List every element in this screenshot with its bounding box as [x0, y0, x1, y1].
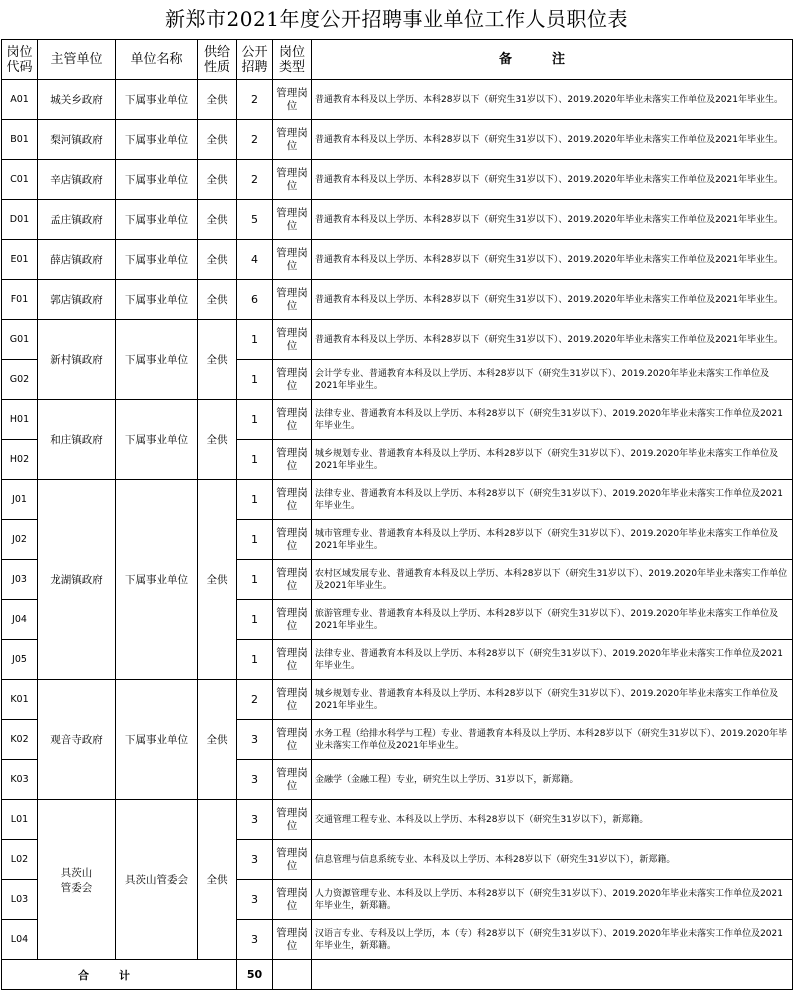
header-funding: 供给 性质: [198, 40, 237, 80]
unit-name-cell: 下属事业单位: [116, 200, 198, 240]
remarks-cell: 普通教育本科及以上学历、本科28岁以下（研究生31岁以下）、2019.2020年毕业未落实工作单位及2021年毕业生。: [312, 320, 793, 360]
remarks-cell: 城乡规划专业、普通教育本科及以上学历、本科28岁以下（研究生31岁以下）、2019.2020年毕业未落实工作单位及2021年毕业生。: [312, 440, 793, 480]
position-type: 管理岗位: [273, 760, 312, 800]
remarks-cell: 法律专业、普通教育本科及以上学历、本科28岁以下（研究生31岁以下）、2019.2020年毕业未落实工作单位及2021年毕业生。: [312, 400, 793, 440]
recruit-count: 1: [237, 360, 273, 400]
position-code: A01: [2, 80, 38, 120]
recruit-count: 1: [237, 640, 273, 680]
recruit-count: 3: [237, 720, 273, 760]
position-code: K02: [2, 720, 38, 760]
recruit-count: 2: [237, 80, 273, 120]
unit-name-cell: 下属事业单位: [116, 680, 198, 800]
unit-name-cell: 下属事业单位: [116, 120, 198, 160]
remarks-cell: 会计学专业、普通教育本科及以上学历、本科28岁以下（研究生31岁以下）、2019.2020年毕业未落实工作单位及2021年毕业生。: [312, 360, 793, 400]
table-row: [2, 680, 793, 720]
position-type: 管理岗位: [273, 160, 312, 200]
funding-cell: 全供: [198, 680, 237, 800]
position-code: J01: [2, 480, 38, 520]
table-row: [2, 120, 793, 160]
position-type: 管理岗位: [273, 720, 312, 760]
remarks-cell: 普通教育本科及以上学历、本科28岁以下（研究生31岁以下）、2019.2020年毕业未落实工作单位及2021年毕业生。: [312, 120, 793, 160]
remarks-cell: 人力资源管理专业、本科及以上学历、本科28岁以下（研究生31岁以下）、2019.2020年毕业未落实工作单位及2021年毕业生，新郑籍。: [312, 880, 793, 920]
unit-name-cell: 下属事业单位: [116, 400, 198, 480]
position-code: C01: [2, 160, 38, 200]
recruit-count: 1: [237, 560, 273, 600]
dept-cell: 薛店镇政府: [38, 240, 116, 280]
remarks-cell: 信息管理与信息系统专业、本科及以上学历、本科28岁以下（研究生31岁以下），新郑籍。: [312, 840, 793, 880]
dept-cell: 龙湖镇政府: [38, 480, 116, 680]
recruit-count: 3: [237, 840, 273, 880]
position-type: 管理岗位: [273, 480, 312, 520]
dept-cell: 和庄镇政府: [38, 400, 116, 480]
position-type: 管理岗位: [273, 200, 312, 240]
funding-cell: 全供: [198, 280, 237, 320]
remarks-cell: 汉语言专业、专科及以上学历，本（专）科28岁以下（研究生31岁以下）、2019.2020年毕业未落实工作单位及2021年毕业生，新郑籍。: [312, 920, 793, 960]
unit-name-cell: 下属事业单位: [116, 320, 198, 400]
recruit-count: 1: [237, 520, 273, 560]
recruit-count: 2: [237, 160, 273, 200]
position-type: 管理岗位: [273, 920, 312, 960]
position-type: 管理岗位: [273, 880, 312, 920]
dept-cell: 新村镇政府: [38, 320, 116, 400]
recruit-count: 3: [237, 880, 273, 920]
funding-cell: 全供: [198, 480, 237, 680]
recruit-count: 3: [237, 920, 273, 960]
recruit-count: 1: [237, 440, 273, 480]
recruit-count: 3: [237, 760, 273, 800]
remarks-cell: 城乡规划专业、普通教育本科及以上学历、本科28岁以下（研究生31岁以下）、2019.2020年毕业未落实工作单位及2021年毕业生。: [312, 680, 793, 720]
position-type: 管理岗位: [273, 560, 312, 600]
dept-cell: 郭店镇政府: [38, 280, 116, 320]
remarks-cell: 法律专业、普通教育本科及以上学历、本科28岁以下（研究生31岁以下）、2019.2020年毕业未落实工作单位及2021年毕业生。: [312, 640, 793, 680]
recruit-count: 1: [237, 480, 273, 520]
table-row: [2, 80, 793, 120]
header-dept: 主管单位: [38, 40, 116, 80]
recruit-count: 1: [237, 320, 273, 360]
positions-table: [1, 39, 793, 990]
table-row: [2, 800, 793, 840]
remarks-cell: 普通教育本科及以上学历、本科28岁以下（研究生31岁以下）、2019.2020年毕业未落实工作单位及2021年毕业生。: [312, 280, 793, 320]
dept-cell: 辛店镇政府: [38, 160, 116, 200]
position-code: K03: [2, 760, 38, 800]
funding-cell: 全供: [198, 80, 237, 120]
table-row: [2, 400, 793, 440]
dept-cell: 观音寺政府: [38, 680, 116, 800]
position-type: 管理岗位: [273, 840, 312, 880]
page-title: 新郑市2021年度公开招聘事业单位工作人员职位表: [165, 7, 628, 31]
total-value: 50: [237, 960, 273, 990]
remarks-cell: 交通管理工程专业、本科及以上学历、本科28岁以下（研究生31岁以下），新郑籍。: [312, 800, 793, 840]
position-type: 管理岗位: [273, 800, 312, 840]
position-type: 管理岗位: [273, 240, 312, 280]
table-row: [2, 240, 793, 280]
unit-name-cell: 下属事业单位: [116, 80, 198, 120]
position-code: L02: [2, 840, 38, 880]
position-code: L01: [2, 800, 38, 840]
funding-cell: 全供: [198, 400, 237, 480]
funding-cell: 全供: [198, 160, 237, 200]
position-type: 管理岗位: [273, 600, 312, 640]
header-count: 公开 招聘: [237, 40, 273, 80]
dept-cell: 具茨山 管委会: [38, 800, 116, 960]
recruit-count: 2: [237, 120, 273, 160]
total-row: [2, 960, 793, 990]
remarks-cell: 普通教育本科及以上学历、本科28岁以下（研究生31岁以下）、2019.2020年毕业未落实工作单位及2021年毕业生。: [312, 80, 793, 120]
table-body: [2, 40, 793, 990]
remarks-cell: 城市管理专业、普通教育本科及以上学历、本科28岁以下（研究生31岁以下）、2019.2020年毕业未落实工作单位及2021年毕业生。: [312, 520, 793, 560]
position-type: 管理岗位: [273, 680, 312, 720]
position-code: E01: [2, 240, 38, 280]
position-code: B01: [2, 120, 38, 160]
position-type: 管理岗位: [273, 80, 312, 120]
position-type: 管理岗位: [273, 400, 312, 440]
unit-name-cell: 下属事业单位: [116, 280, 198, 320]
position-type: 管理岗位: [273, 280, 312, 320]
funding-cell: 全供: [198, 200, 237, 240]
position-code: G02: [2, 360, 38, 400]
header-note: 备注: [312, 40, 793, 80]
position-type: 管理岗位: [273, 440, 312, 480]
dept-cell: 孟庄镇政府: [38, 200, 116, 240]
recruit-count: 1: [237, 400, 273, 440]
recruit-count: 6: [237, 280, 273, 320]
header-unit: 单位名称: [116, 40, 198, 80]
total-empty-note: [312, 960, 793, 990]
remarks-cell: 旅游管理专业、普通教育本科及以上学历、本科28岁以下（研究生31岁以下）、2019.2020年毕业未落实工作单位及2021年毕业生。: [312, 600, 793, 640]
table-row: [2, 160, 793, 200]
unit-name-cell: 下属事业单位: [116, 240, 198, 280]
total-label: 合计: [2, 960, 237, 990]
recruit-count: 4: [237, 240, 273, 280]
funding-cell: 全供: [198, 320, 237, 400]
position-code: J04: [2, 600, 38, 640]
header-code: 岗位 代码: [2, 40, 38, 80]
position-code: J03: [2, 560, 38, 600]
recruit-count: 2: [237, 680, 273, 720]
table-row: [2, 200, 793, 240]
table-row: [2, 280, 793, 320]
position-code: H01: [2, 400, 38, 440]
remarks-cell: 农村区域发展专业、普通教育本科及以上学历、本科28岁以下（研究生31岁以下）、2019.2020年毕业未落实工作单位及2021年毕业生。: [312, 560, 793, 600]
unit-name-cell: 下属事业单位: [116, 480, 198, 680]
recruit-count: 3: [237, 800, 273, 840]
unit-name-cell: 具茨山管委会: [116, 800, 198, 960]
position-code: D01: [2, 200, 38, 240]
remarks-cell: 法律专业、普通教育本科及以上学历、本科28岁以下（研究生31岁以下）、2019.2020年毕业未落实工作单位及2021年毕业生。: [312, 480, 793, 520]
dept-cell: 城关乡政府: [38, 80, 116, 120]
funding-cell: 全供: [198, 120, 237, 160]
remarks-cell: 水务工程（给排水科学与工程）专业、普通教育本科及以上学历、本科28岁以下（研究生31岁以下）、2019.2020年毕业未落实工作单位及2021年毕业生。: [312, 720, 793, 760]
position-code: J05: [2, 640, 38, 680]
recruit-count: 5: [237, 200, 273, 240]
header-row: [2, 40, 793, 80]
position-type: 管理岗位: [273, 320, 312, 360]
position-type: 管理岗位: [273, 360, 312, 400]
remarks-cell: 普通教育本科及以上学历、本科28岁以下（研究生31岁以下）、2019.2020年毕业未落实工作单位及2021年毕业生。: [312, 160, 793, 200]
funding-cell: 全供: [198, 240, 237, 280]
header-type: 岗位 类型: [273, 40, 312, 80]
remarks-cell: 金融学（金融工程）专业，研究生以上学历、31岁以下，新郑籍。: [312, 760, 793, 800]
position-code: J02: [2, 520, 38, 560]
total-empty-type: [273, 960, 312, 990]
table-row: [2, 480, 793, 520]
position-code: L04: [2, 920, 38, 960]
remarks-cell: 普通教育本科及以上学历、本科28岁以下（研究生31岁以下）、2019.2020年毕业未落实工作单位及2021年毕业生。: [312, 200, 793, 240]
position-code: K01: [2, 680, 38, 720]
position-type: 管理岗位: [273, 120, 312, 160]
unit-name-cell: 下属事业单位: [116, 160, 198, 200]
funding-cell: 全供: [198, 800, 237, 960]
table-row: [2, 320, 793, 360]
dept-cell: 梨河镇政府: [38, 120, 116, 160]
position-type: 管理岗位: [273, 520, 312, 560]
position-code: F01: [2, 280, 38, 320]
position-code: H02: [2, 440, 38, 480]
position-type: 管理岗位: [273, 640, 312, 680]
position-code: G01: [2, 320, 38, 360]
remarks-cell: 普通教育本科及以上学历、本科28岁以下（研究生31岁以下）、2019.2020年毕业未落实工作单位及2021年毕业生。: [312, 240, 793, 280]
recruit-count: 1: [237, 600, 273, 640]
position-code: L03: [2, 880, 38, 920]
